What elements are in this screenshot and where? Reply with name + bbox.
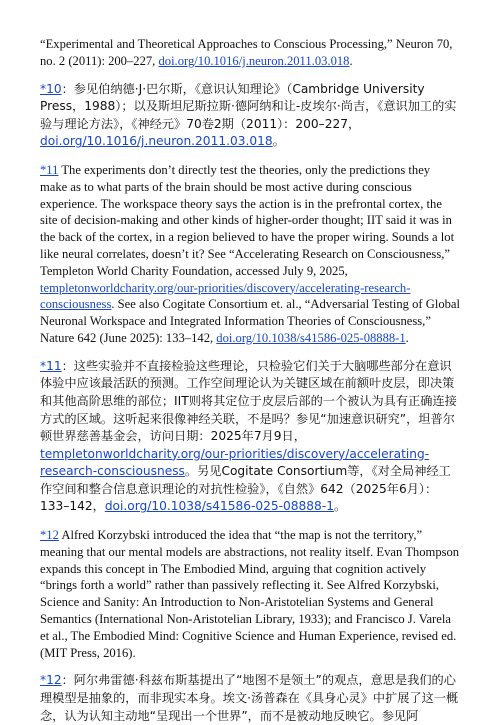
paragraph-gap <box>40 151 460 162</box>
footnote-body: ：阿尔弗雷德·科兹布斯基提出了“地图不是领土”的观点，意思是我们的心理模型是抽象的，而非现实本身。埃文·汤普森在《具身心灵》中扩展了这一概念，认为认知主动地“呈现出一个世界”，而不是被动地反映它。参见阿 <box>40 673 459 723</box>
paragraph-gap <box>40 661 460 672</box>
period: . <box>405 330 409 345</box>
footnote-ref-11[interactable]: *11 <box>40 162 59 177</box>
footnote-ref-12[interactable]: *12 <box>40 528 59 543</box>
footnote-body: ：这些实验并不直接检验这些理论，只检验它们关于大脑哪些部分在意识体验中应该最活跃的预测。工作空间理论认为关键区域在前额叶皮层，即决策和其他高阶思维的部位；IIT则将其定位于皮层后部的一个被认为具有正确连接方式的区域。这听起来很像神经关联，不是吗？参见“加速意识研究”，坦普尔顿世界慈善基金会，访问日期：2025年7月9日， <box>40 358 457 444</box>
doi-link[interactable]: doi.org/10.1038/s41586-025-08888-1 <box>216 330 406 345</box>
footnote-body-continued: . See also Cogitate Consortium et. al., “Adversarial Testing of Global Neuronal Workspace and Integrated Information Theories of Consciousness,” Nature 642 (June 2025): 133–142, <box>40 297 460 345</box>
footnote-body: ：参见伯纳德·J·巴尔斯，《意识认知理论》（Cambridge University Press，1988）；以及斯坦尼斯拉斯·德阿纳和让-皮埃尔·尚吉，《意识加工的实验与理论方法》，《神经元》70卷2期（2011）：200–227， <box>40 81 457 131</box>
footnote-body: Alfred Korzybski introduced the idea that “the map is not the territory,” meaning that our mental models are abstractions, not reality itself. Evan Thompson expands this concept in The Embodied Mind, arguing that cognition actively “brings forth a world” rather than passively reflecting it. See Alfred Korzybski, Science and Sanity: An Introduction to Non-Aristotelian Systems and General Semantics (International Non-Aristotelian Library, 1933); and Francisco J. Varela et al., The Embodied Mind: Cognitive Science and Human Experience, revised ed. (MIT Press, 2016). <box>40 528 460 660</box>
footnote-11-zh <box>40 358 460 516</box>
templeton-link[interactable]: templetonworldcharity.org/our-priorities/discovery/accelerating-research-consciousness <box>40 280 411 312</box>
period: 。 <box>272 134 285 149</box>
footnote-11-en <box>40 162 460 347</box>
doi-link[interactable]: doi.org/10.1016/j.neuron.2011.03.018 <box>40 134 273 149</box>
citation-text: “Experimental and Theoretical Approaches to Conscious Processing,” Neuron 70, no. 2 (2011): 200–227, <box>40 37 453 68</box>
footnote-10-citation-continuation <box>40 36 460 70</box>
period: 。 <box>333 499 347 514</box>
doi-link[interactable]: doi.org/10.1038/s41586-025-08888-1 <box>104 499 334 514</box>
footnote-ref-12[interactable]: *12 <box>40 673 62 688</box>
doi-link[interactable]: doi.org/10.1016/j.neuron.2011.03.018 <box>158 53 350 68</box>
footnote-body-continued: 。另见Cogitate Consortium等，《对全局神经工作空间和整合信息意识理论的对抗性检验》，《自然》642（2025年6月）：133–142， <box>40 464 451 514</box>
paragraph-gap <box>40 70 460 81</box>
footnote-10-zh <box>40 81 460 151</box>
period: . <box>349 53 353 68</box>
paragraph-gap <box>40 347 460 358</box>
templeton-link[interactable]: templetonworldcharity.org/our-priorities/discovery/accelerating-research-consciousness <box>40 446 430 479</box>
paragraph-gap <box>40 516 460 527</box>
footnote-12-en <box>40 527 460 661</box>
footnote-12-zh <box>40 672 460 725</box>
footnote-body: The experiments don’t directly test the theories, only the predictions they make as to what parts of the brain should be most active during conscious experience. The workspace theory says the action is in the prefrontal cortex, the site of decision-making and other kinds of higher-order thought; IIT said it was in the back of the cortex, in a region believed to have the proper wiring. Sounds a lot like neural correlates, doesn’t it? See “Accelerating Research on Consciousness,” Templeton World Charity Foundation, accessed July 9, 2025, <box>40 162 455 278</box>
footnote-ref-11[interactable]: *11 <box>40 358 62 373</box>
footnote-ref-10[interactable]: *10 <box>40 81 62 96</box>
